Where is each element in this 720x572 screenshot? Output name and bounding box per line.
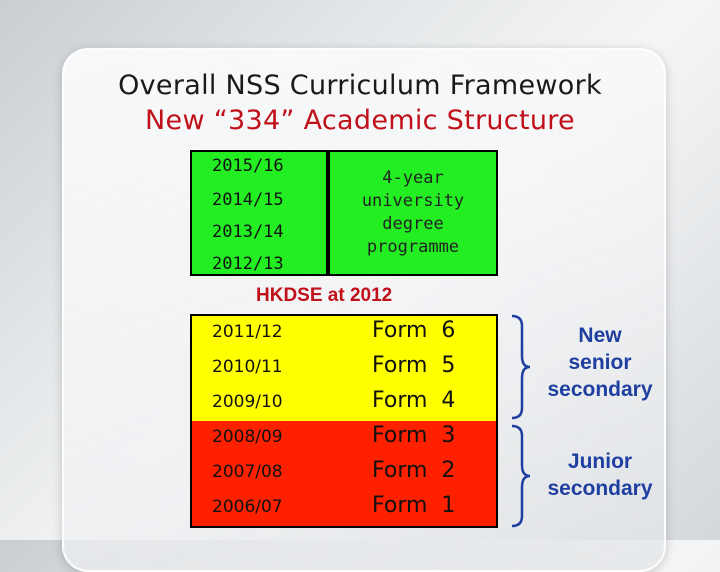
uni-year-2014: 2014/15 [212,190,284,210]
row-form: Form 3 [372,423,456,448]
row-form: Form 4 [372,388,456,413]
table-row-2006 [192,491,496,526]
row-year: 2008/09 [212,427,283,447]
school-table [190,314,498,528]
uni-year-2015: 2015/16 [212,156,284,176]
row-year: 2011/12 [212,322,283,342]
title-line-2: New “334” Academic Structure [145,105,575,136]
table-row-2008 [192,421,496,456]
hkdse-label: HKDSE at 2012 [256,285,393,306]
title-line-1: Overall NSS Curriculum Framework [118,70,602,101]
junior-secondary-label: Junior secondary [547,450,653,500]
university-years-column [190,150,328,276]
row-year: 2009/10 [212,392,283,412]
row-form: Form 5 [372,353,456,378]
row-year: 2007/08 [212,462,283,482]
uni-year-2012: 2012/13 [212,254,284,274]
senior-secondary-label: New senior secondary [547,324,653,401]
table-row-2010 [192,351,496,386]
row-form: Form 2 [372,458,456,483]
table-row-2009 [192,386,496,421]
table-row-2011 [192,316,496,351]
uni-year-2013: 2013/14 [212,222,284,242]
table-row-2007 [192,456,496,491]
row-form: Form 6 [372,318,456,343]
junior-brace-icon [508,424,532,528]
university-programme-label: 4-year university degree programme [328,150,498,276]
row-form: Form 1 [372,493,456,518]
senior-brace-icon [508,314,532,420]
row-year: 2010/11 [212,357,283,377]
row-year: 2006/07 [212,497,283,517]
